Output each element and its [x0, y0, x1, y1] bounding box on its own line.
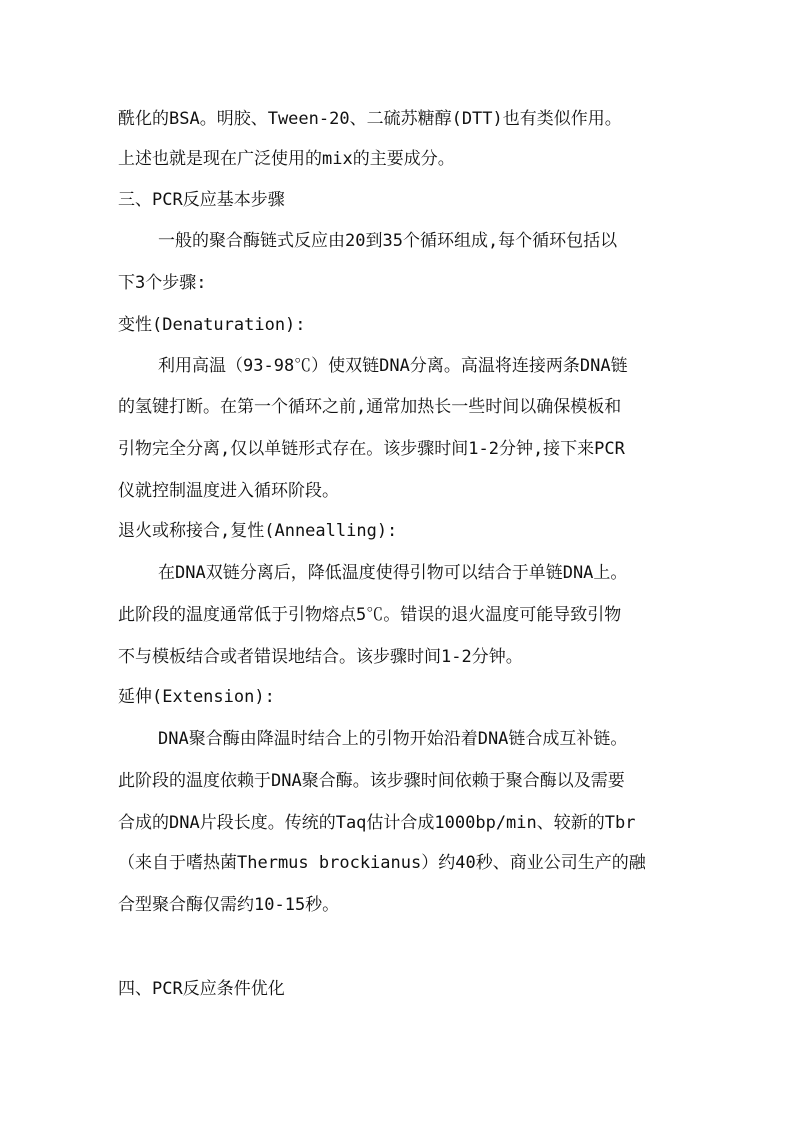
paragraph-line-1: 酰化的BSA。明胶、Tween-20、二硫苏糖醇(DTT)也有类似作用。	[118, 109, 622, 129]
paragraph-line-2: 上述也就是现在广泛使用的mix的主要成分。	[118, 149, 455, 169]
paragraph-line-20: 合型聚合酶仅需约10-15秒。	[118, 895, 340, 915]
paragraph-line-16: DNA聚合酶由降温时结合上的引物开始沿着DNA链合成互补链。	[158, 729, 628, 749]
paragraph-line-5: 下3个步骤:	[118, 273, 207, 293]
paragraph-line-7: 利用高温（93-98℃）使双链DNA分离。高温将连接两条DNA链	[158, 356, 628, 376]
paragraph-line-4: 一般的聚合酶链式反应由20到35个循环组成,每个循环包括以	[158, 231, 618, 251]
paragraph-line-17: 此阶段的温度依赖于DNA聚合酶。该步骤时间依赖于聚合酶以及需要	[118, 771, 625, 791]
paragraph-line-10: 仪就控制温度进入循环阶段。	[118, 481, 339, 501]
section-heading-pcr-optimization: 四、PCR反应条件优化	[118, 979, 285, 999]
section-heading-pcr-steps: 三、PCR反应基本步骤	[118, 190, 285, 210]
subheading-extension: 延伸(Extension):	[118, 687, 275, 707]
paragraph-line-19: （来自于嗜热菌Thermus brockianus）约40秒、商业公司生产的融	[118, 853, 646, 873]
paragraph-line-18: 合成的DNA片段长度。传统的Taq估计合成1000bp/min、较新的Tbr	[118, 813, 636, 833]
paragraph-line-8: 的氢键打断。在第一个循环之前,通常加热长一些时间以确保模板和	[118, 397, 622, 417]
paragraph-line-13: 此阶段的温度通常低于引物熔点5℃。错误的退火温度可能导致引物	[118, 605, 622, 625]
subheading-annealing: 退火或称接合,复性(Annealling):	[118, 521, 398, 541]
paragraph-line-14: 不与模板结合或者错误地结合。该步骤时间1-2分钟。	[118, 647, 523, 667]
subheading-denaturation: 变性(Denaturation):	[118, 315, 306, 335]
paragraph-line-9: 引物完全分离,仅以单链形式存在。该步骤时间1-2分钟,接下来PCR	[118, 439, 625, 459]
paragraph-line-12: 在DNA双链分离后，降低温度使得引物可以结合于单链DNA上。	[158, 563, 628, 583]
